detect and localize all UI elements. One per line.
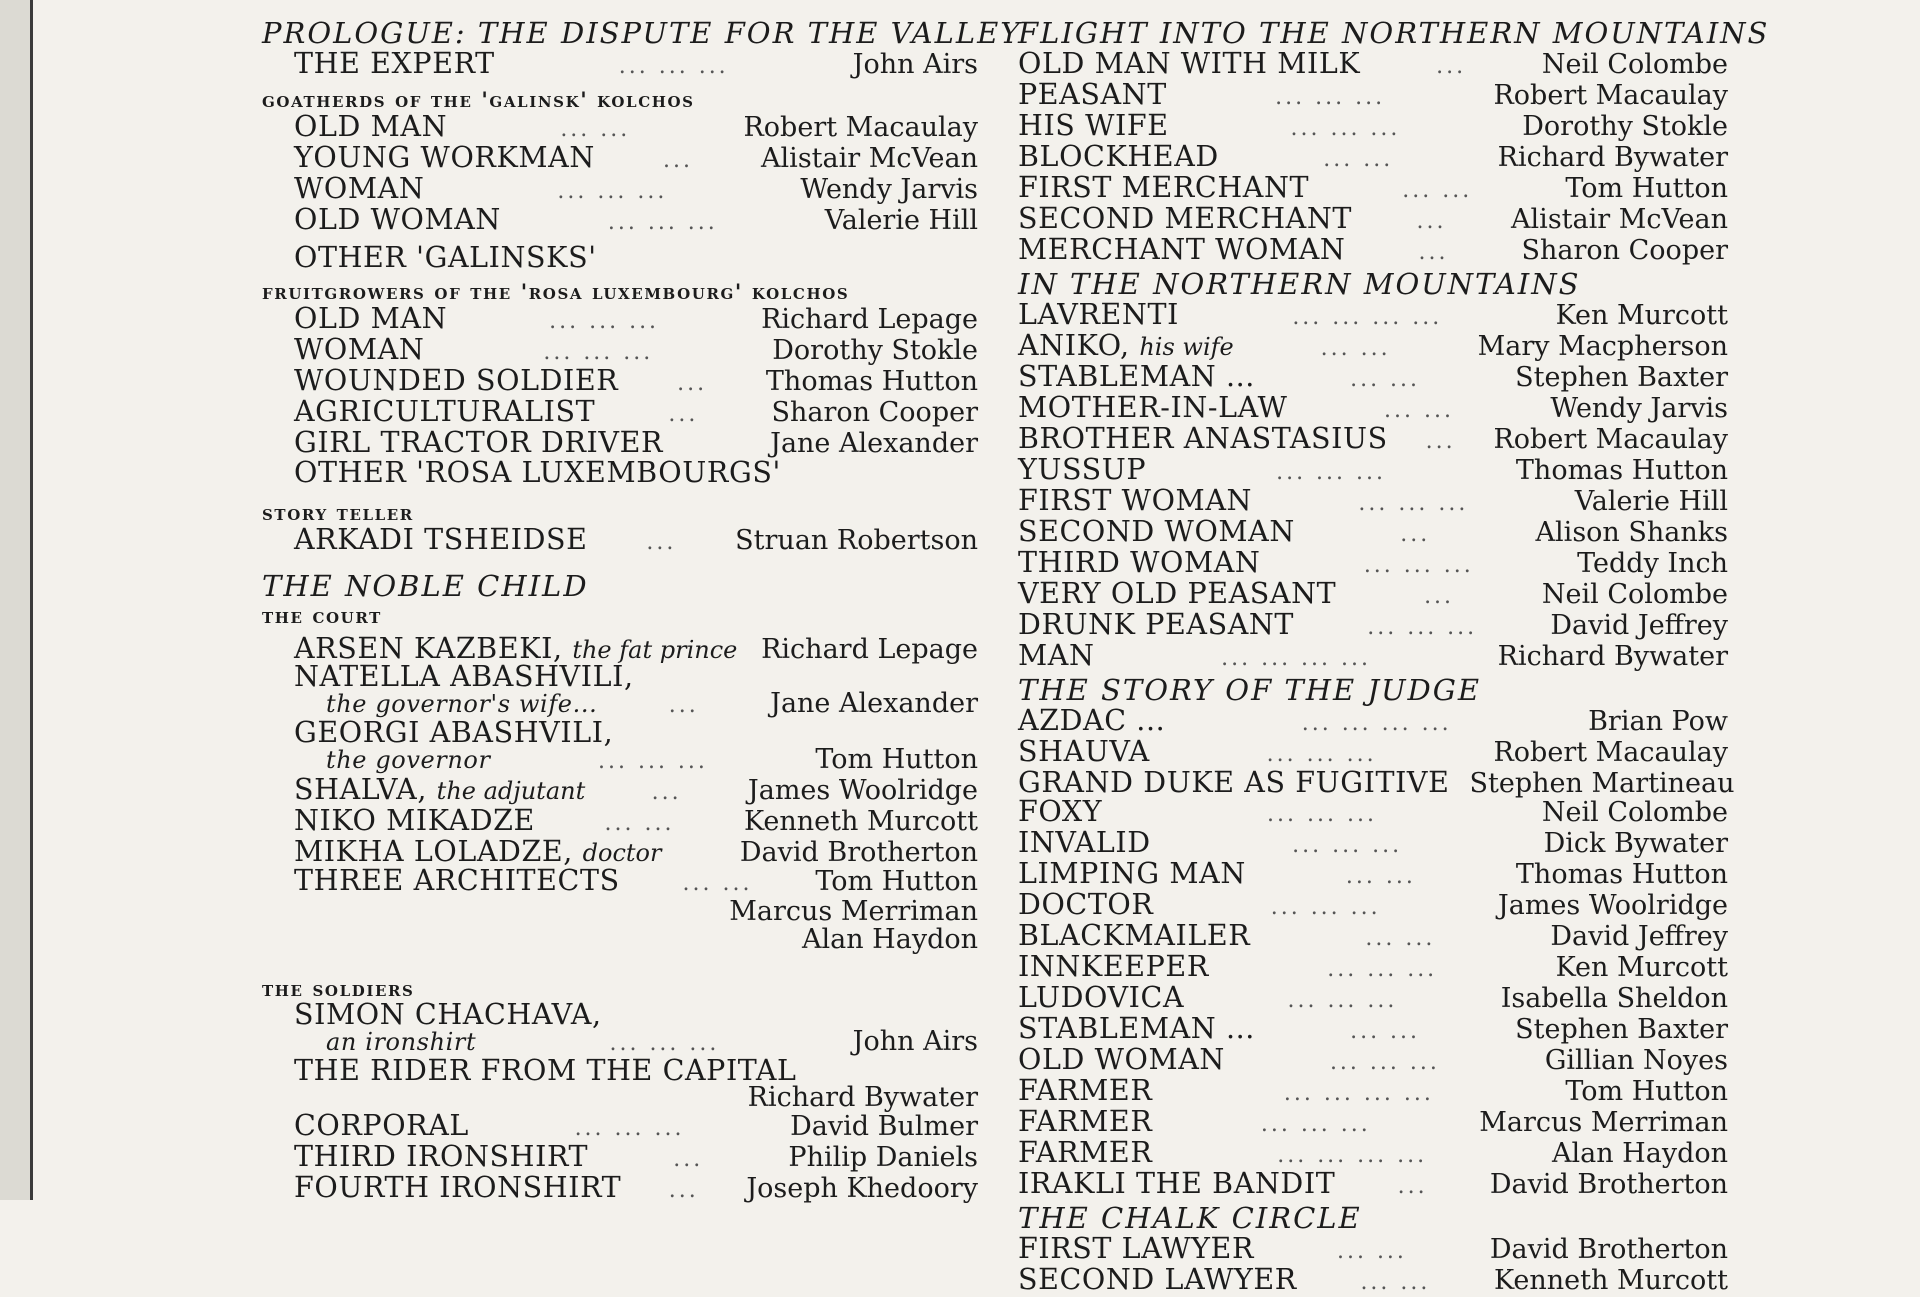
actor-name: Richard Bywater (1497, 142, 1728, 173)
role-name: FIRST LAWYER (1018, 1232, 1255, 1265)
leader-dots: ... (651, 780, 682, 805)
cast-row (1018, 857, 1728, 891)
actor-name: Robert Macaulay (1493, 737, 1728, 768)
cast-row (1018, 1074, 1728, 1108)
leader-dots: ... ... ... (607, 210, 718, 235)
actor-name: Teddy Inch (1577, 548, 1728, 579)
role-name: BROTHER ANASTASIUS (1018, 422, 1388, 455)
cast-row (1018, 1232, 1728, 1266)
role-name: NIKO MIKADZE (294, 804, 535, 837)
cast-row (262, 110, 978, 144)
leader-dots: ... ... ... ... (1292, 305, 1443, 330)
actor-name: Valerie Hill (1574, 486, 1728, 517)
role-name: OLD MAN (294, 302, 448, 335)
cast-row (1018, 1043, 1728, 1077)
chalk-list (1018, 1232, 1728, 1297)
cast-row (1018, 233, 1728, 267)
role-name: GIRL TRACTOR DRIVER (294, 426, 664, 459)
cast-row (1018, 140, 1728, 174)
role-name: OLD WOMAN (1018, 1043, 1225, 1076)
cast-row (262, 47, 978, 81)
actor-name: Stephen Baxter (1515, 1014, 1728, 1045)
role-name: NATELLA ABASHVILI, (294, 660, 634, 693)
group-heading-court: the court (262, 603, 382, 628)
cast-row (262, 333, 978, 367)
leader-dots: ... (668, 402, 699, 427)
role-name: YUSSUP (1018, 453, 1147, 486)
actor-name: Tom Hutton (1565, 1076, 1728, 1107)
section-title-northern-mountains: IN THE NORTHERN MOUNTAINS (1018, 267, 1581, 301)
actor-name: Neil Colombe (1541, 579, 1728, 610)
leader-dots: ... ... ... (1276, 460, 1387, 485)
role-name: THIRD IRONSHIRT (294, 1140, 589, 1173)
leader-dots: ... ... ... ... (1301, 711, 1452, 736)
actor-name: Robert Macaulay (1493, 80, 1728, 111)
role-qualifier: doctor (582, 839, 662, 867)
leader-dots: ... ... (560, 117, 631, 142)
section-title-noble-child: THE NOBLE CHILD (262, 569, 589, 603)
actor-name: Philip Daniels (788, 1142, 978, 1173)
actor-name: Kenneth Murcott (743, 806, 978, 837)
northern-list (1018, 360, 1728, 673)
role-name: WOUNDED SOLDIER (294, 364, 619, 397)
cast-row (1018, 704, 1728, 738)
leader-dots: ... (673, 1147, 704, 1172)
actor-name: Neil Colombe (1541, 797, 1728, 828)
role-name: STABLEMAN ... (1018, 1012, 1255, 1045)
cast-row (1018, 422, 1728, 456)
actor-name: David Brotherton (1489, 1169, 1728, 1200)
actor-name: Brian Pow (1588, 706, 1728, 737)
leader-dots: ... ... (1384, 398, 1454, 423)
section-title-prologue: PROLOGUE: THE DISPUTE FOR THE VALLEY (262, 16, 1022, 50)
leader-dots: ... ... ... (1358, 491, 1469, 516)
role-name: SHAUVA (1018, 735, 1150, 768)
judge-list (1018, 704, 1735, 1201)
role-name: MAN (1018, 639, 1095, 672)
role-name: MERCHANT WOMAN (1018, 233, 1346, 266)
role-name: AGRICULTURALIST (294, 395, 596, 428)
cast-row (1018, 329, 1728, 363)
actor-name: Thomas Hutton (1515, 455, 1728, 486)
role-name: THIRD WOMAN (1018, 546, 1261, 579)
cast-row (1018, 1105, 1728, 1139)
role-name: ARKADI TSHEIDSE (294, 523, 588, 556)
cast-row (1018, 1263, 1728, 1297)
cast-row (262, 302, 978, 336)
leader-dots: ... ... (1360, 1270, 1431, 1295)
role-name: INVALID (1018, 826, 1151, 859)
ensemble-line: OTHER 'ROSA LUXEMBOURGS' (294, 456, 781, 489)
leader-dots: ... ... ... (618, 54, 729, 79)
leader-dots: ... (668, 693, 699, 718)
cast-row (1018, 919, 1728, 953)
goatherds-list (262, 110, 978, 237)
actor-name: Robert Macaulay (743, 112, 978, 143)
role-qualifier: the adjutant (436, 777, 586, 805)
leader-dots: ... ... ... (549, 309, 660, 334)
leader-dots: ... (662, 148, 693, 173)
cast-row (1018, 1136, 1728, 1170)
actor-name: James Woolridge (747, 775, 978, 806)
cast-row (262, 523, 978, 557)
leader-dots: ... ... (682, 871, 753, 896)
role-name: BLOCKHEAD (1018, 140, 1219, 173)
leader-dots: ... (646, 530, 677, 555)
role-name: SHALVA, (294, 773, 427, 806)
cast-row (1018, 888, 1728, 922)
cast-row (262, 172, 978, 206)
cast-row (1018, 202, 1728, 236)
actor-name: Alistair McVean (761, 143, 978, 174)
actor-name: Richard Bywater (1497, 641, 1728, 672)
group-heading-soldiers: the soldiers (262, 976, 415, 1001)
leader-dots: ... ... ... (557, 179, 668, 204)
leader-dots: ... ... (1350, 367, 1421, 392)
role-name: DRUNK PEASANT (1018, 608, 1295, 641)
cast-row (262, 203, 978, 237)
cast-row (1018, 639, 1728, 673)
cast-row (262, 141, 978, 175)
actor-name: Neil Colombe (1541, 49, 1728, 80)
cast-row (1018, 735, 1728, 769)
role-name: THE EXPERT (294, 47, 495, 80)
actor-name: Alistair McVean (1511, 204, 1728, 235)
cast-row (1018, 826, 1728, 860)
actor-name: Sharon Cooper (1521, 235, 1728, 266)
role-name: FOURTH IRONSHIRT (294, 1171, 622, 1204)
cast-row (1018, 109, 1728, 143)
role-qualifier: the fat prince (572, 636, 738, 664)
leader-dots: ... ... ... (1260, 1112, 1371, 1137)
role-name: SECOND MERCHANT (1018, 202, 1352, 235)
cast-list-left-column (262, 16, 1022, 1205)
cast-row (1018, 78, 1728, 112)
actor-name: Thomas Hutton (765, 366, 978, 397)
role-name: SECOND WOMAN (1018, 515, 1295, 548)
leader-dots: ... (677, 371, 708, 396)
actor-name: Tom Hutton (815, 866, 978, 897)
actor-name: David Brotherton (1489, 1234, 1728, 1265)
role-name: OLD MAN WITH MILK (1018, 47, 1361, 80)
actor-name: Thomas Hutton (1515, 859, 1728, 890)
actor-name: Kenneth Murcott (1493, 1265, 1728, 1296)
section-title-story-of-judge: THE STORY OF THE JUDGE (1018, 673, 1482, 707)
leader-dots: ... ... ... (1267, 802, 1377, 827)
cast-row (1018, 1167, 1728, 1201)
actor-name: Marcus Merriman (729, 896, 978, 927)
flight-list (1018, 47, 1728, 267)
cast-row (1018, 391, 1728, 425)
role-name: VERY OLD PEASANT (1018, 577, 1337, 610)
actor-name: Alan Haydon (801, 924, 978, 955)
cast-row (262, 804, 978, 838)
role-name: WOMAN (294, 172, 425, 205)
role-name: FOXY (1018, 795, 1103, 828)
group-heading-fruitgrowers: fruitgrowers of the 'rosa luxembourg' kolchos (262, 279, 850, 304)
role-name: THE RIDER FROM THE CAPITAL (294, 1054, 797, 1087)
cast-row (1018, 1012, 1728, 1046)
leader-dots: ... ... (1350, 1019, 1421, 1044)
leader-dots: ... ... ... (1290, 116, 1401, 141)
leader-dots: ... ... ... (1327, 957, 1438, 982)
leader-dots: ... ... ... (1363, 553, 1474, 578)
role-name: LAVRENTI (1018, 298, 1179, 331)
leader-dots: ... ... (1345, 864, 1416, 889)
leader-dots: ... (1425, 429, 1456, 454)
fruitgrowers-list (262, 302, 978, 459)
role-name: WOMAN (294, 333, 425, 366)
actor-name: Stephen Baxter (1515, 362, 1728, 393)
actor-name: Ken Murcott (1555, 300, 1728, 331)
actor-name: Valerie Hill (824, 205, 978, 236)
actor-name: David Jeffrey (1550, 610, 1728, 641)
leader-dots: ... (668, 1178, 699, 1203)
cast-row (1018, 766, 1735, 799)
leader-dots: ... ... (1336, 1239, 1407, 1264)
cast-row (1018, 795, 1728, 829)
leader-dots: ... ... ... (574, 1116, 685, 1141)
role-name: AZDAC ... (1018, 704, 1166, 737)
leader-dots: ... ... ... ... (1221, 646, 1372, 671)
group-heading-goatherds: goatherds of the 'galinsk' kolchos (262, 87, 695, 112)
actor-name: Alison Shanks (1535, 517, 1728, 548)
role-name: IRAKLI THE BANDIT (1018, 1167, 1336, 1200)
actor-name: Wendy Jarvis (800, 174, 978, 205)
actor-name: David Jeffrey (1550, 921, 1728, 952)
actor-name: Struan Robertson (735, 525, 978, 556)
actor-name: Richard Lepage (761, 634, 978, 665)
role-name: MOTHER-IN-LAW (1018, 391, 1288, 424)
actor-name: Stephen Martineau (1469, 768, 1735, 799)
leader-dots: ... (1400, 522, 1431, 547)
actor-name: David Brotherton (739, 837, 978, 868)
role-name: MIKHA LOLADZE, (294, 835, 573, 868)
role-name: THREE ARCHITECTS (294, 864, 620, 897)
cast-row (262, 395, 978, 429)
section-title-chalk-circle: THE CHALK CIRCLE (1018, 1201, 1362, 1235)
cast-row (262, 426, 978, 459)
cast-row (262, 1140, 978, 1174)
actor-name: Robert Macaulay (1493, 424, 1728, 455)
cast-row (262, 1171, 978, 1205)
actor-name: David Bulmer (790, 1111, 978, 1142)
actor-name: Dorothy Stokle (772, 335, 978, 366)
role-name: SIMON CHACHAVA, (294, 998, 602, 1031)
leader-dots: ... ... ... ... (1283, 1081, 1434, 1106)
cast-row (1018, 546, 1728, 580)
role-name: ANIKO, (1018, 329, 1130, 362)
cast-row (1018, 171, 1728, 205)
role-note: an ironshirt (326, 1028, 477, 1056)
role-name: OLD WOMAN (294, 203, 501, 236)
role-name: FARMER (1018, 1105, 1153, 1138)
role-name: GEORGI ABASHVILI, (294, 716, 614, 749)
actor-name: Isabella Sheldon (1500, 983, 1728, 1014)
actor-name: Jane Alexander (770, 428, 978, 459)
cast-row (262, 864, 978, 898)
role-name: FIRST MERCHANT (1018, 171, 1310, 204)
leader-dots: ... (1436, 54, 1467, 79)
leader-dots: ... ... ... (543, 340, 654, 365)
leader-dots: ... ... (1402, 178, 1473, 203)
role-name: GRAND DUKE AS FUGITIVE (1018, 766, 1450, 799)
cast-row (1018, 360, 1728, 394)
page-edge (0, 0, 30, 1200)
cast-row (1018, 515, 1728, 549)
page-border-rule (30, 0, 33, 1200)
leader-dots: ... ... ... (1266, 742, 1377, 767)
cast-list-right-column (1018, 16, 1770, 1297)
cast-row (1018, 577, 1728, 611)
actor-name: Ken Murcott (1555, 952, 1728, 983)
role-note: the governor (326, 746, 491, 774)
role-name: FIRST WOMAN (1018, 484, 1253, 517)
leader-dots: ... ... (1320, 336, 1391, 361)
leader-dots: ... ... ... (597, 749, 708, 774)
cast-row (1018, 608, 1728, 642)
leader-dots: ... ... ... ... (1277, 1143, 1428, 1168)
role-name: CORPORAL (294, 1109, 469, 1142)
cast-row (1018, 453, 1728, 487)
role-name: OLD MAN (294, 110, 448, 143)
section-title-flight: FLIGHT INTO THE NORTHERN MOUNTAINS (1018, 16, 1770, 50)
actor-name: Tom Hutton (1565, 173, 1728, 204)
role-name: FARMER (1018, 1074, 1153, 1107)
actor-name: Alan Haydon (1551, 1138, 1728, 1169)
cast-row (262, 835, 978, 868)
actor-name: Jane Alexander (770, 688, 978, 719)
actor-name: Sharon Cooper (771, 397, 978, 428)
cast-row (262, 1109, 978, 1143)
leader-dots: ... ... (1323, 147, 1394, 172)
role-name: LIMPING MAN (1018, 857, 1246, 890)
cast-row (1018, 298, 1728, 332)
role-name: LUDOVICA (1018, 981, 1185, 1014)
leader-dots: ... ... ... (1292, 833, 1403, 858)
cast-row (1018, 950, 1728, 984)
role-qualifier: his wife (1139, 333, 1234, 361)
actor-name: Gillian Noyes (1544, 1045, 1728, 1076)
cast-row (262, 364, 978, 398)
leader-dots: ... ... ... (1329, 1050, 1440, 1075)
actor-name: Mary Macpherson (1477, 331, 1728, 362)
actor-name: Richard Lepage (761, 304, 978, 335)
actor-name: Marcus Merriman (1479, 1107, 1728, 1138)
ensemble-line: OTHER 'GALINSKS' (294, 241, 597, 274)
actor-name: Tom Hutton (815, 744, 978, 775)
group-heading-story-teller: story teller (262, 500, 414, 525)
actor-name: Wendy Jarvis (1550, 393, 1728, 424)
role-name: SECOND LAWYER (1018, 1263, 1297, 1296)
leader-dots: ... ... ... (1275, 85, 1386, 110)
role-name: YOUNG WORKMAN (294, 141, 595, 174)
leader-dots: ... ... (1365, 926, 1436, 951)
role-name: INNKEEPER (1018, 950, 1209, 983)
actor-name: Dorothy Stokle (1522, 111, 1728, 142)
leader-dots: ... ... (604, 811, 675, 836)
role-name: PEASANT (1018, 78, 1167, 111)
actor-name: Dick Bywater (1543, 828, 1728, 859)
role-name: DOCTOR (1018, 888, 1154, 921)
role-name: FARMER (1018, 1136, 1153, 1169)
role-name: ARSEN KAZBEKI, (294, 632, 563, 665)
leader-dots: ... (1416, 209, 1447, 234)
actor-name: John Airs (852, 49, 978, 80)
cast-row (262, 773, 978, 807)
leader-dots: ... ... ... (1367, 615, 1478, 640)
actor-name: Richard Bywater (747, 1082, 978, 1113)
role-name: BLACKMAILER (1018, 919, 1251, 952)
role-name: HIS WIFE (1018, 109, 1169, 142)
leader-dots: ... ... ... (1270, 895, 1381, 920)
actor-name: James Woolridge (1497, 890, 1728, 921)
leader-dots: ... ... ... (609, 1031, 720, 1056)
cast-row (1018, 484, 1728, 518)
cast-row (1018, 47, 1728, 81)
leader-dots: ... (1424, 584, 1455, 609)
actor-name: John Airs (852, 1026, 978, 1057)
actor-name: Joseph Khedoory (746, 1173, 978, 1204)
role-name: STABLEMAN ... (1018, 360, 1255, 393)
cast-row (262, 746, 978, 776)
leader-dots: ... (1397, 1174, 1428, 1199)
leader-dots: ... ... ... (1287, 988, 1398, 1013)
cast-row (1018, 981, 1728, 1015)
leader-dots: ... (1418, 240, 1449, 265)
role-note: the governor's wife... (326, 690, 598, 718)
